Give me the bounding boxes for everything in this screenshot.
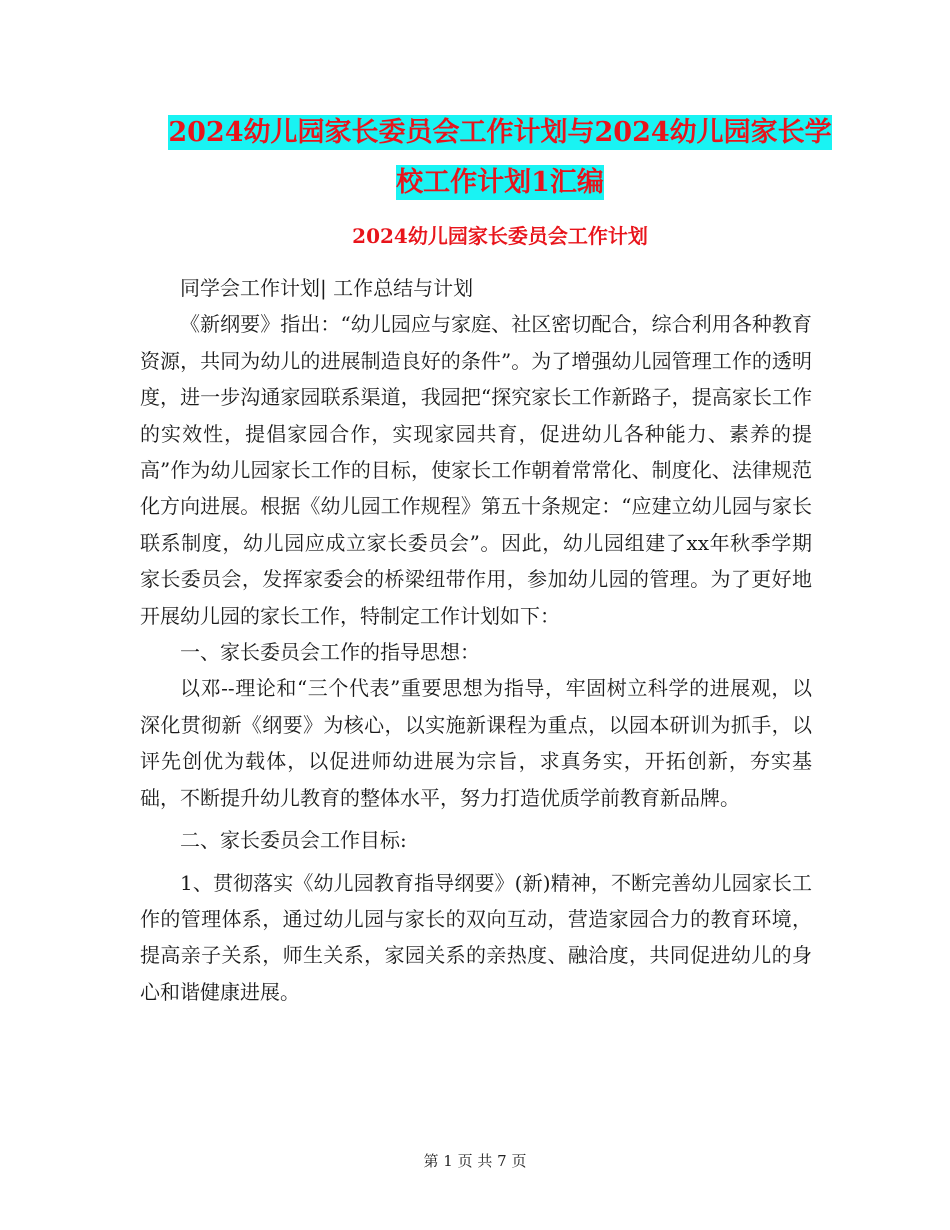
page-footer: 第 1 页 共 7 页 bbox=[423, 1152, 527, 1170]
heading-work-goals: 二、家长委员会工作目标: bbox=[180, 828, 407, 853]
paragraph-goal-1: 1、贯彻落实《幼儿园教育指导纲要》(新)精神，不断完善幼儿园家长工作的管理体系，通过幼儿园与家长的双向互动，营造家园合力的教育环境，提高亲子关系，师生关系，家园关系的亲热度、融洽度，共同促进幼儿的身心和谐健康进展。 bbox=[140, 870, 812, 1004]
document-body bbox=[140, 270, 812, 1010]
title-line-2: 校工作计划1汇编 bbox=[396, 167, 604, 198]
section-title: 2024幼儿园家长委员会工作计划 bbox=[352, 224, 648, 248]
title-line-1: 2024幼儿园家长委员会工作计划与2024幼儿园家长学 bbox=[168, 117, 832, 148]
paragraph-guiding-thought: 以邓--理论和“三个代表”重要思想为指导，牢固树立科学的进展观，以深化贯彻新《纲要》为核心，以实施新课程为重点，以园本研训为抓手，以评先创优为载体，以促进师幼进展为宗旨，求真务实，开拓创新，夯实基础，不断提升幼儿教育的整体水平，努力打造优质学前教育新品牌。 bbox=[140, 676, 812, 810]
heading-guiding-thought: 一、家长委员会工作的指导思想： bbox=[180, 640, 480, 665]
paragraph-tagline: 同学会工作计划| 工作总结与计划 bbox=[180, 276, 474, 300]
document-title bbox=[140, 108, 860, 208]
paragraph-intro: 《新纲要》指出：“幼儿园应与家庭、社区密切配合，综合利用各种教育资源，共同为幼儿的进展制造良好的条件”。为了增强幼儿园管理工作的透明度，进一步沟通家园联系渠道，我园把“探究家长工作新路子，提高家长工作的实效性，提倡家园合作，实现家园共育，促进幼儿各种能力、素养的提高”作为幼儿园家长工作的目标，使家长工作朝着常常化、制度化、法律规范化方向进展。根据《幼儿园工作规程》第五十条规定：“应建立幼儿园与家长联系制度，幼儿园应成立家长委员会”。因此，幼儿园组建了xx年秋季学期家长委员会，发挥家委会的桥梁纽带作用，参加幼儿园的管理。为了更好地开展幼儿园的家长工作，特制定工作计划如下： bbox=[140, 312, 812, 628]
